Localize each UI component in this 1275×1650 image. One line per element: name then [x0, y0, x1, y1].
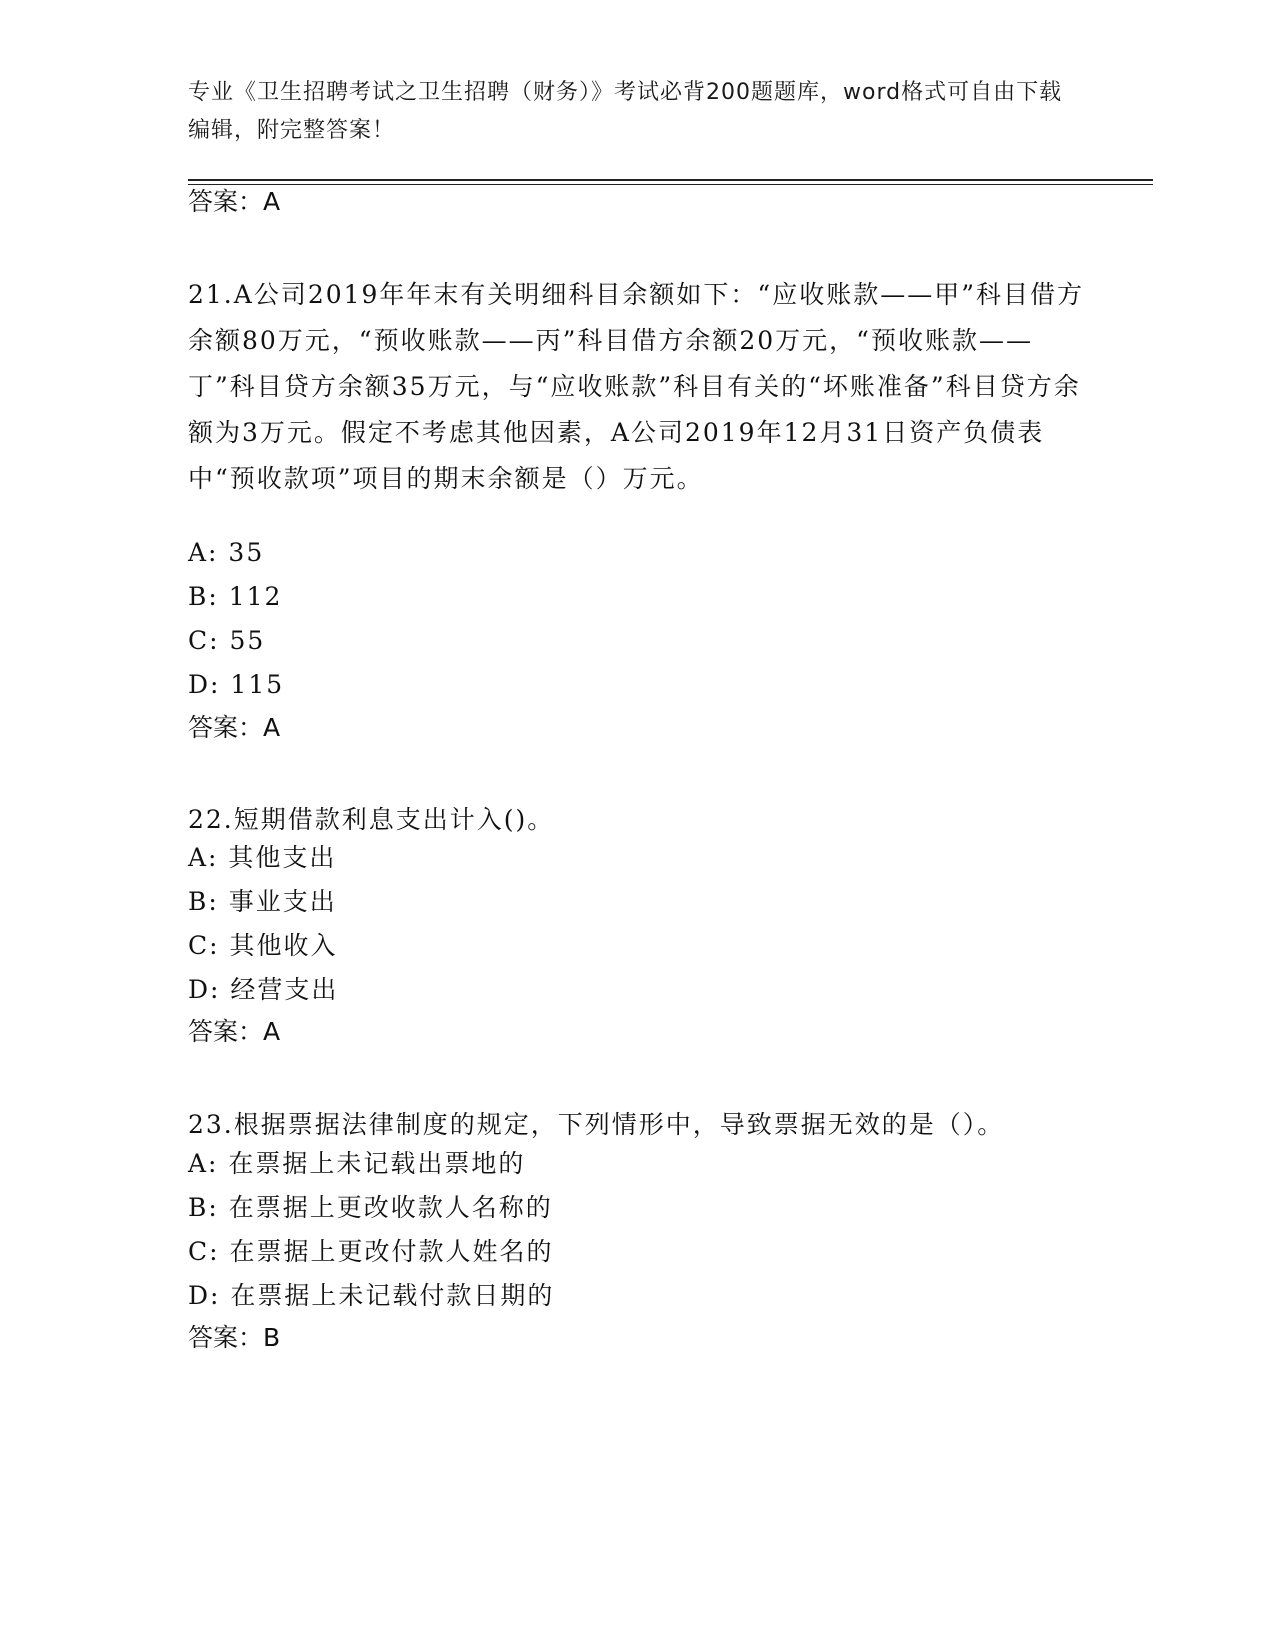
question-22-option-d: D: 经营支出 [188, 975, 339, 1004]
question-21-option-c: C: 55 [188, 626, 266, 655]
question-21-stem: 21.A公司2019年年末有关明细科目余额如下：“应收账款——甲”科目借方余额80万元，“预收账款——丙”科目借方余额20万元，“预收账款——丁”科目贷方余额35万元，与“应收账款”科目有关的“坏账准备”科目贷方余额为3万元。假定不考虑其他因素，A公司2019年12月31日资产负债表中“预收款项”项目的期末余额是（）万元。 [188, 280, 1084, 493]
question-22-option-b: B: 事业支出 [188, 887, 337, 916]
header-divider [188, 179, 1153, 181]
question-21-option-b: B: 112 [188, 582, 283, 611]
header-divider-thin [188, 184, 1153, 185]
question-23-option-d: D: 在票据上未记载付款日期的 [188, 1281, 555, 1310]
question-21-option-a: A: 35 [188, 538, 265, 567]
question-21-option-d: D: 115 [188, 670, 285, 699]
question-23-option-b: B: 在票据上更改收款人名称的 [188, 1193, 553, 1222]
question-23-answer: 答案：B [188, 1323, 281, 1352]
question-23-option-a: A: 在票据上未记载出票地的 [188, 1149, 526, 1178]
previous-answer: 答案：A [188, 187, 281, 216]
header-note: 专业《卫生招聘考试之卫生招聘（财务）》考试必背200题题库，word格式可自由下载编辑，附完整答案！ [188, 80, 1063, 143]
question-22-stem: 22.短期借款利息支出计入()。 [188, 805, 555, 834]
question-22-option-c: C: 其他收入 [188, 931, 338, 960]
question-21-answer: 答案：A [188, 713, 281, 742]
question-23-stem: 23.根据票据法律制度的规定，下列情形中，导致票据无效的是（）。 [188, 1110, 1005, 1139]
question-23-option-c: C: 在票据上更改付款人姓名的 [188, 1237, 554, 1266]
question-22-option-a: A: 其他支出 [188, 843, 337, 872]
question-22-answer: 答案：A [188, 1017, 281, 1046]
